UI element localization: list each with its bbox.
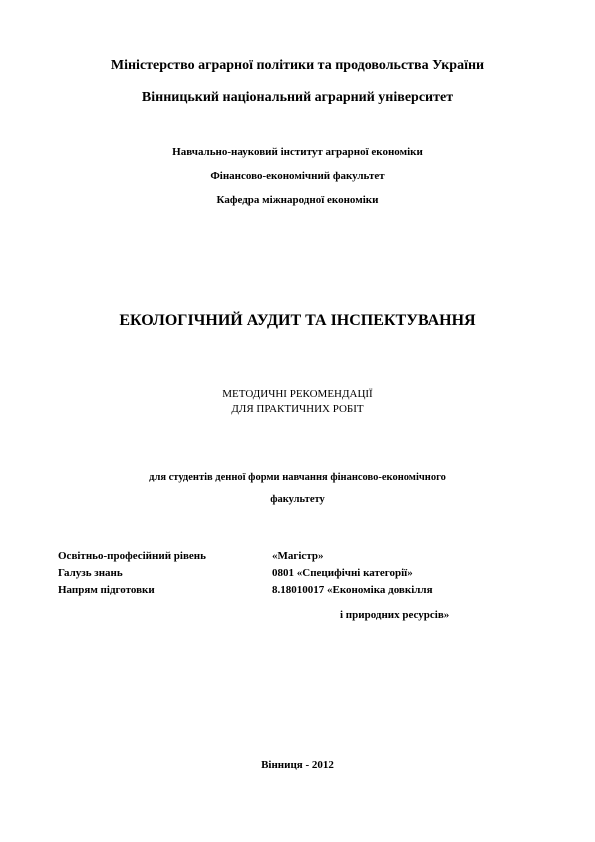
info-label-direction: Напрям підготовки	[58, 584, 155, 596]
document-title: ЕКОЛОГІЧНИЙ АУДИТ ТА ІНСПЕКТУВАННЯ	[119, 312, 476, 329]
institute-heading: Навчально-науковий інститут аграрної економіки	[172, 146, 423, 158]
info-label-level: Освітньо-професійний рівень	[58, 550, 206, 562]
info-value-direction-continuation: і природних ресурсів»	[340, 609, 450, 621]
ministry-heading: Міністерство аграрної політики та продовольства України	[110, 58, 485, 73]
university-heading: Вінницький національний аграрний університет	[141, 90, 454, 105]
department-heading: Кафедра міжнародної економіки	[216, 194, 379, 206]
subtitle-line-1: МЕТОДИЧНІ РЕКОМЕНДАЦІЇ	[222, 388, 373, 400]
subtitle-line-2: ДЛЯ ПРАКТИЧНИХ РОБІТ	[231, 403, 364, 415]
info-label-field: Галузь знань	[58, 567, 123, 579]
footer-city-year: Вінниця - 2012	[261, 759, 334, 771]
faculty-heading: Фінансово-економічний факультет	[210, 170, 385, 182]
info-value-direction: 8.18010017 «Економіка довкілля	[272, 584, 433, 596]
audience-line-2: факультету	[270, 494, 325, 505]
info-value-level: «Магістр»	[272, 550, 324, 562]
audience-line-1: для студентів денної форми навчання фінансово-економічного	[149, 472, 446, 483]
info-value-field: 0801 «Специфічні категорії»	[272, 567, 413, 579]
